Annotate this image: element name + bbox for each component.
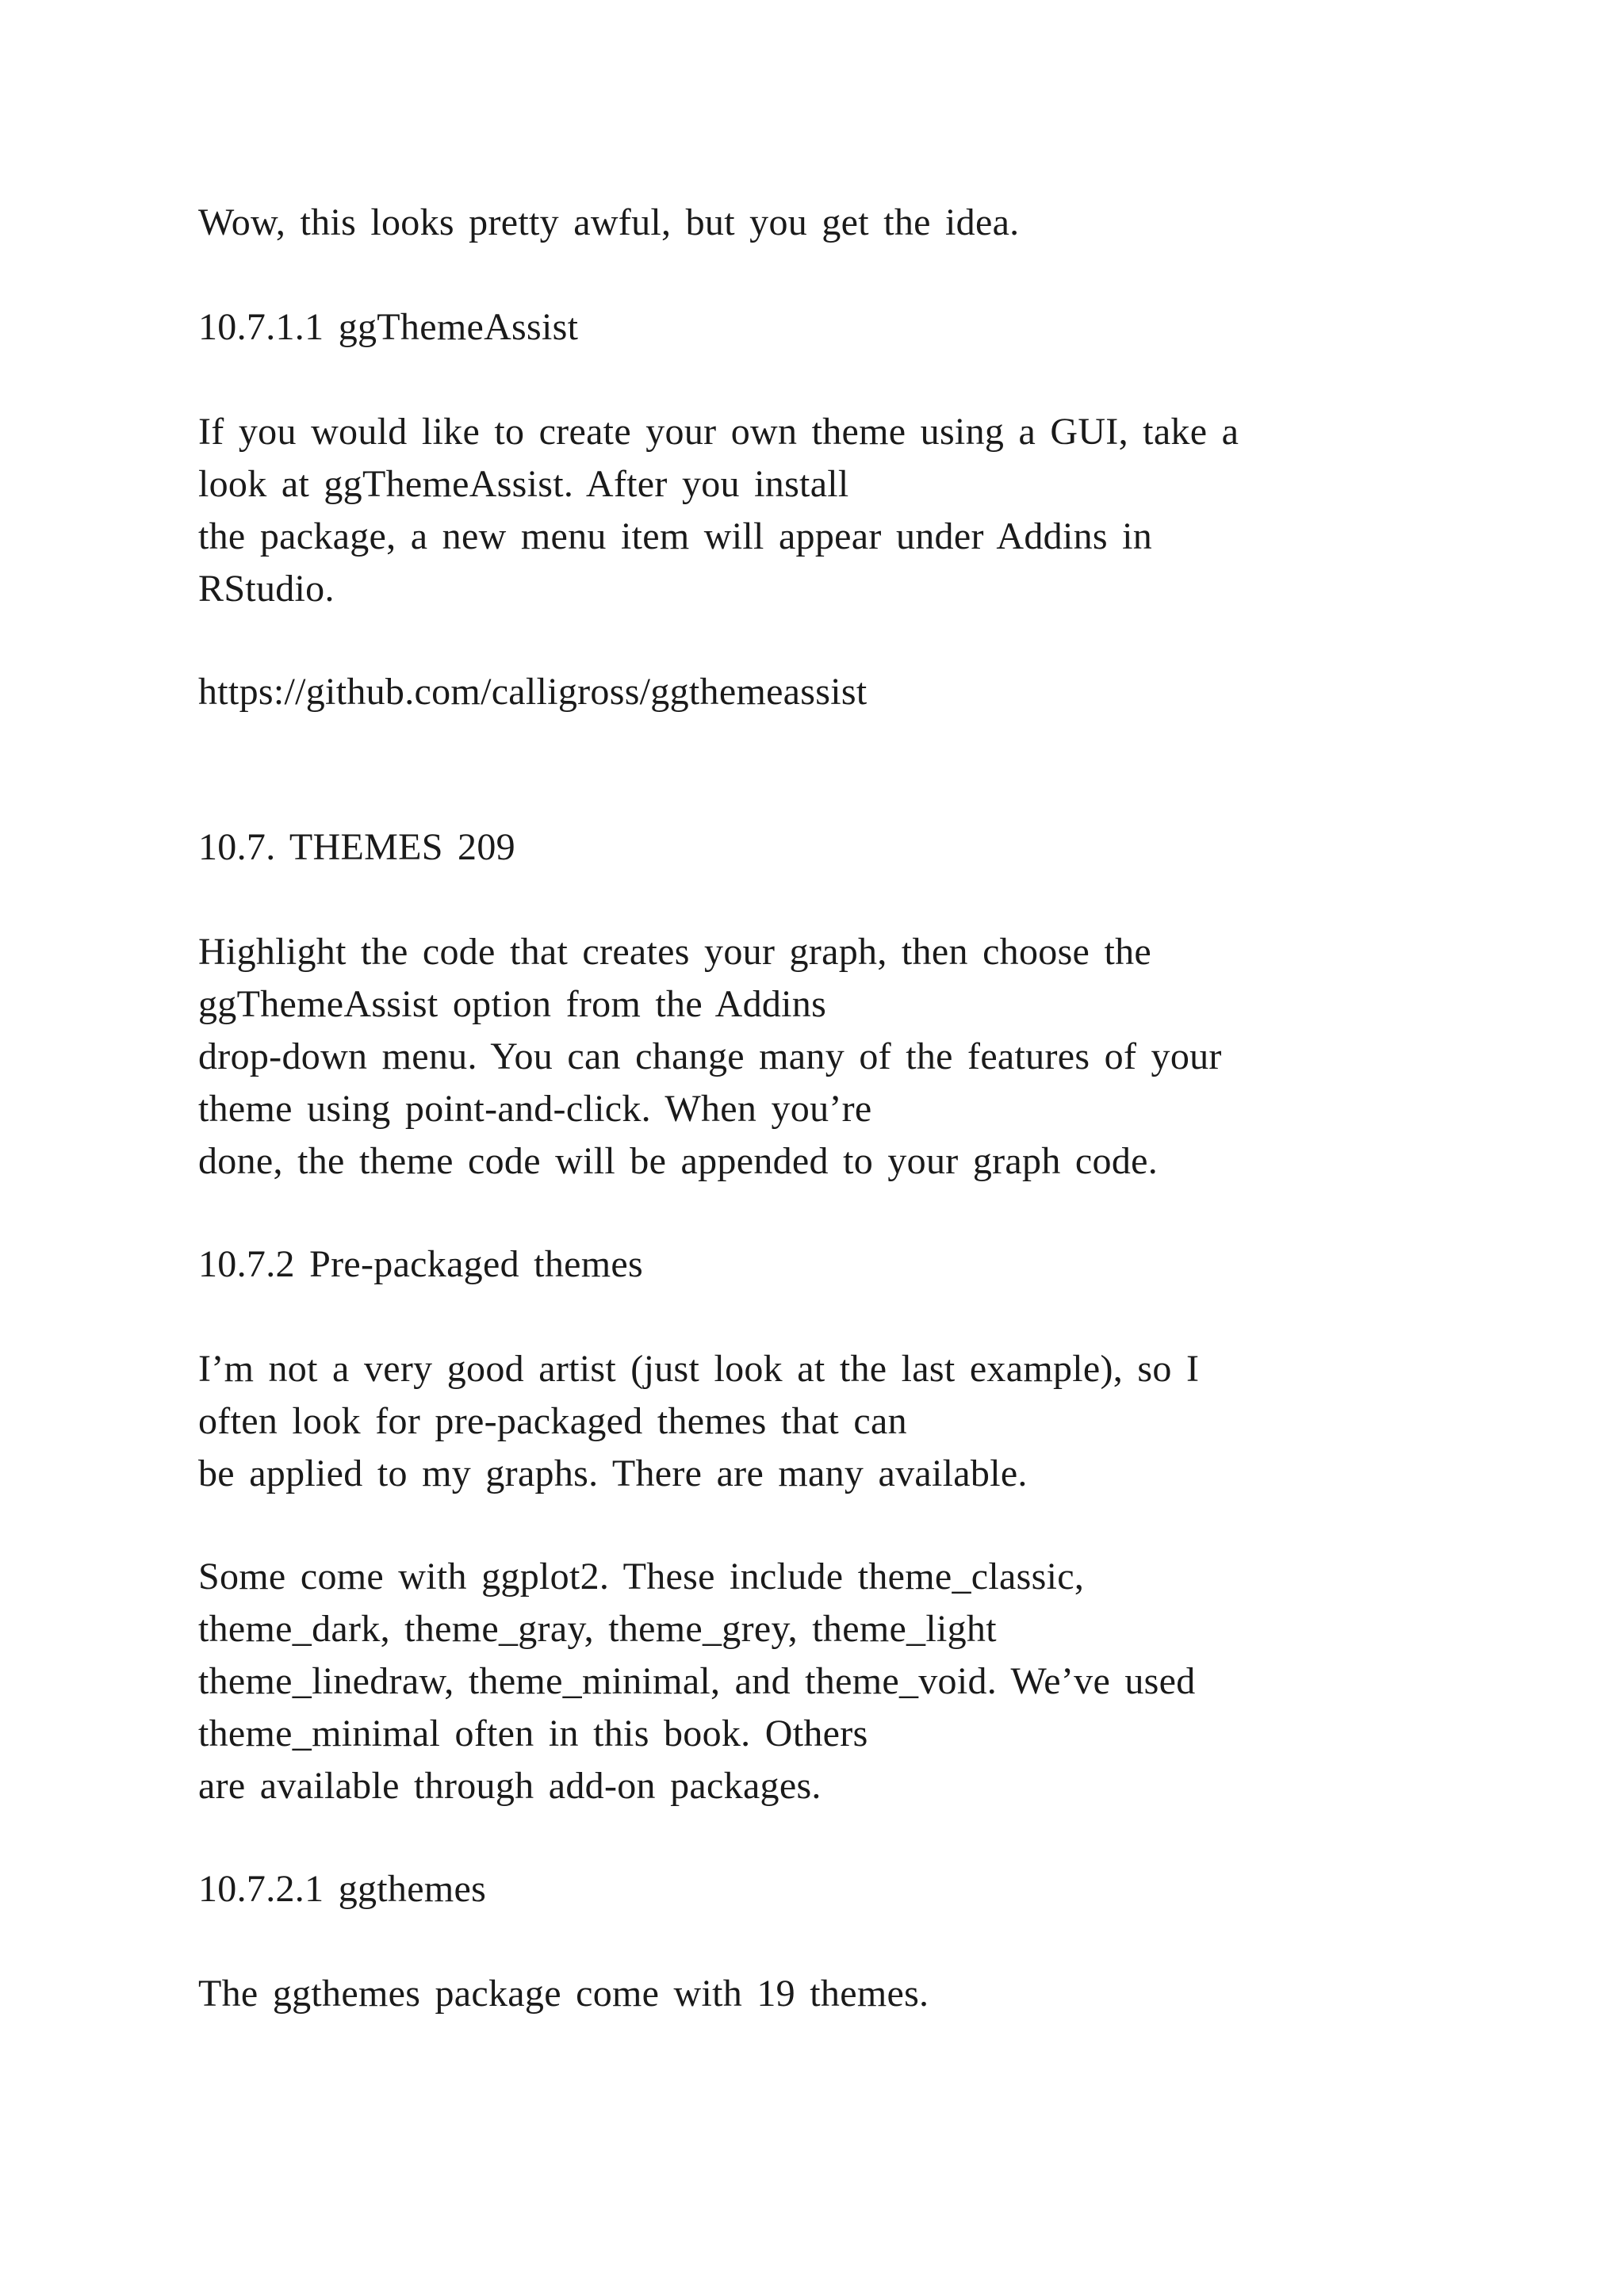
text-line: Highlight the code that creates your graph, then choose the — [198, 931, 1151, 973]
text-line: theme_linedraw, theme_minimal, and theme_void. We’ve used — [198, 1660, 1196, 1702]
text-line: ggThemeAssist option from the Addins — [198, 983, 827, 1025]
url-text: https://github.com/calligross/ggthemeassist — [198, 671, 868, 713]
section-heading: 10.7.2.1 ggthemes — [198, 1868, 487, 1910]
page-header — [198, 821, 1546, 874]
paragraph-highlight-code — [198, 926, 1546, 1188]
heading-ggthemes — [198, 1863, 1546, 1915]
text-line: are available through add-on packages. — [198, 1765, 822, 1807]
text-line: RStudio. — [198, 568, 335, 610]
text-line: I’m not a very good artist (just look at the last example), so I — [198, 1348, 1200, 1390]
section-heading: 10.7.1.1 ggThemeAssist — [198, 306, 579, 348]
running-header: 10.7. THEMES 209 — [198, 826, 515, 868]
text-line: Some come with ggplot2. These include theme_classic, — [198, 1556, 1085, 1598]
text-line: done, the theme code will be appended to your graph code. — [198, 1140, 1159, 1182]
text-line: The ggthemes package come with 19 themes. — [198, 1973, 929, 2015]
text-line: theme using point-and-click. When you’re — [198, 1088, 872, 1130]
text-line: look at ggThemeAssist. After you install — [198, 463, 849, 505]
intro-paragraph — [198, 197, 1546, 249]
text-line: Wow, this looks pretty awful, but you get the idea. — [198, 201, 1020, 243]
heading-prepackaged-themes — [198, 1238, 1546, 1291]
text-line: theme_minimal often in this book. Others — [198, 1712, 868, 1755]
text-line: If you would like to create your own theme using a GUI, take a — [198, 411, 1239, 453]
text-line: drop-down menu. You can change many of the features of your — [198, 1035, 1222, 1077]
section-heading: 10.7.2 Pre-packaged themes — [198, 1243, 643, 1285]
text-line: be applied to my graphs. There are many available. — [198, 1452, 1028, 1494]
paragraph-ggthemeassist — [198, 406, 1546, 615]
paragraph-artist — [198, 1343, 1546, 1500]
paragraph-ggplot2-themes — [198, 1551, 1546, 1812]
text-line: theme_dark, theme_gray, theme_grey, theme_light — [198, 1608, 997, 1650]
text-line: the package, a new menu item will appear under Addins in — [198, 515, 1153, 557]
url-ggthemeassist — [198, 666, 1546, 718]
heading-ggthemeassist — [198, 301, 1546, 354]
text-line: often look for pre-packaged themes that can — [198, 1400, 907, 1442]
paragraph-ggthemes — [198, 1968, 1546, 2020]
